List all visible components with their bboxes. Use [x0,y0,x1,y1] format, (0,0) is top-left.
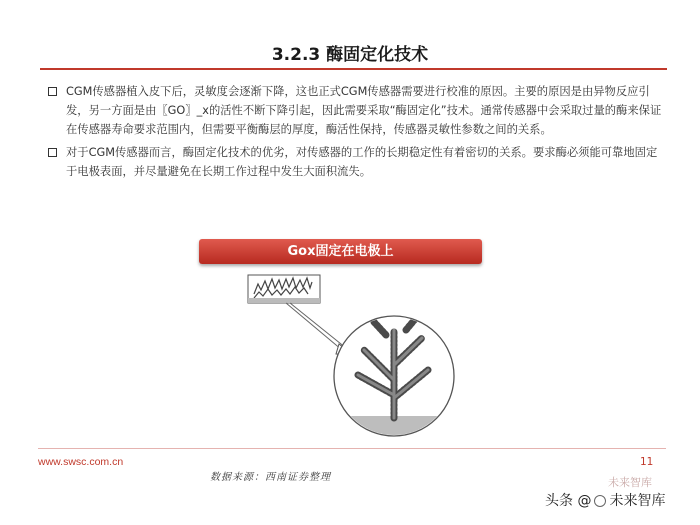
footer-url-link[interactable]: www.swsc.com.cn [38,456,124,468]
watermark [545,490,665,510]
checkbox-bullet-icon [48,148,57,157]
footer-divider [38,448,666,449]
faded-brand-text: 未来智库 [608,476,652,489]
figure-banner: Gox固定在电极上 [199,239,482,264]
bullet-item [48,82,668,139]
watermark-prefix: 头条 [545,493,573,509]
checkbox-bullet-icon [48,87,57,96]
bullet-text: CGM传感器植入皮下后，灵敏度会逐渐下降，这也正式CGM传感器需要进行校准的原因。主要的原因是由异物反应引发，另一方面是由〖GO〗_x的活性不断下降引起，因此需要采取“酶固定化”技术。通常传感器中会采取过量的酶来保证在传感器寿命要求范围内，但需要平衡酶层的厚度，酶活性保持，传感器灵敏性参数之间的关系。 [66,85,662,136]
page-number: 11 [640,456,654,468]
figure-caption: 数据来源：西南证券整理 [210,472,331,483]
enzyme-electrode-illustration [246,270,456,440]
watermark-at: @ [577,493,592,509]
bullet-text: 对于CGM传感器而言，酶固定化技术的优劣，对传感器的工作的长期稳定性有着密切的关系。要求酶必须能可靠地固定于电极表面，并尽量避免在长期工作过程中发生大面积流失。 [66,146,658,178]
brand-logo-icon [594,495,606,507]
title-divider [40,68,667,70]
watermark-name: 未来智库 [609,493,666,509]
bullet-item [48,143,668,181]
bullet-list [48,82,668,185]
slide-title: 3.2.3 酶固定化技术 [271,45,429,65]
